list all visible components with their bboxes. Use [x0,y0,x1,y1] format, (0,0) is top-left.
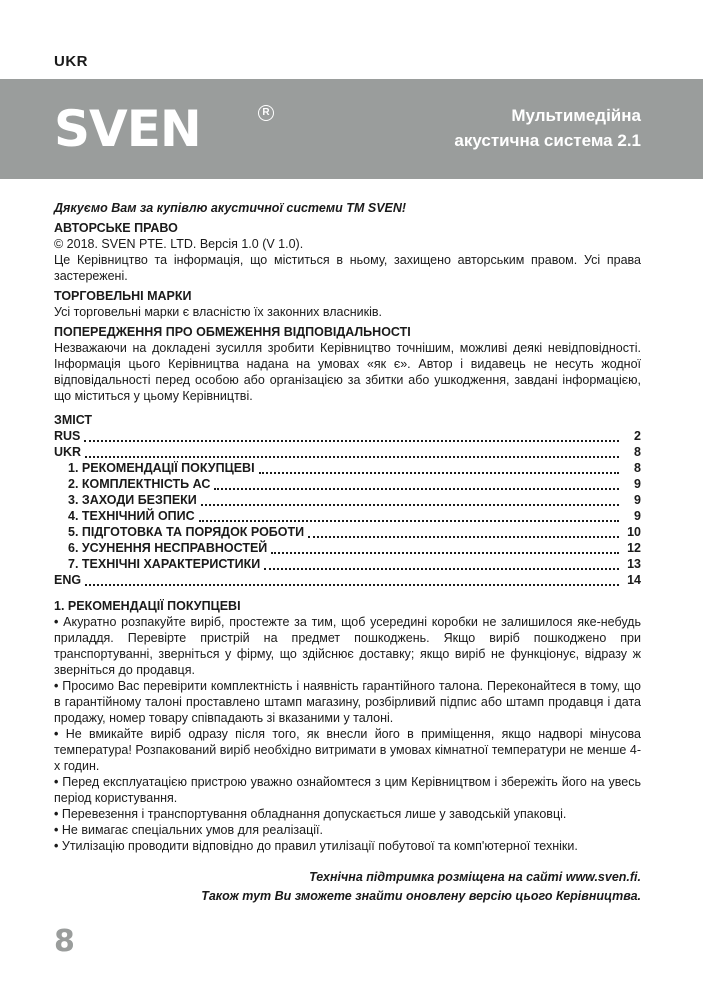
liability-text: Незважаючи на докладені зусилля зробити Керівництво точнішим, можливі деякі невідповідності. Інформація цього Керівництва надана на умовах «як є». Автор і видавець не несуть жодної відповідальності перед особою або організацією за збитки або ушкодження, завдані інформацією, що міститься у цьому Керівництві. [54,341,641,403]
toc-entry-label: RUS [54,429,81,443]
bullet-icon: • [54,807,59,821]
toc-entry-label: ENG [54,573,82,587]
toc-entry-section-2 [54,476,641,492]
list-item [54,614,641,678]
thanks-message: Дякуємо Вам за купівлю акустичної системи ТМ SVEN! [54,201,407,215]
product-title [454,103,641,153]
toc-entry-label: UKR [54,445,82,459]
list-item-text: Перевезення і транспортування обладнання допускається лише у заводській упаковці. [61,807,567,821]
toc-entry-section-5 [54,524,641,540]
toc-entry-page: 8 [634,445,641,459]
toc-leader-dots [308,526,619,538]
toc-entry-page: 9 [634,509,641,523]
toc-leader-dots [85,446,619,458]
toc-entry-page: 14 [627,573,641,587]
toc-leader-dots [259,462,619,474]
toc-entry-section-7 [54,556,641,572]
list-item [54,678,641,726]
toc-entry-section-3 [54,492,641,508]
copyright-heading: АВТОРСЬКЕ ПРАВО [54,221,178,235]
toc-leader-dots [264,558,619,570]
list-item [54,726,641,774]
toc-entry-section-6 [54,540,641,556]
trademarks-heading: ТОРГОВЕЛЬНІ МАРКИ [54,289,192,303]
toc-entry-rus [54,428,641,444]
toc-leader-dots [271,542,619,554]
trademarks-text: Усі торговельні марки є власністю їх законних власників. [54,305,382,319]
list-item-text: Перед експлуатацією пристрою уважно ознайомтеся з цим Керівництвом і збережіть його на увесь період користування. [54,775,641,805]
support-note-line-2: Також тут Ви зможете знайти оновлену версію цього Керівництва. [201,889,641,903]
toc-entry-label: 1. РЕКОМЕНДАЦІЇ ПОКУПЦЕВІ [68,461,255,475]
bullet-icon: • [54,615,59,629]
toc-entry-label: 3. ЗАХОДИ БЕЗПЕКИ [68,493,197,507]
list-item-text: Акуратно розпакуйте виріб, простежте за тим, щоб усередині коробки не залишилося яке-небудь приладдя. Перевірте пристрій на предмет пошкоджень. Якщо виріб пошкоджено при транспортуванні, зверніться у фірму, що здійснює доставку; якщо виріб не функціонує, відразу ж зверніться до продавця. [54,615,641,677]
toc-entry-page: 8 [634,461,641,475]
list-item [54,838,641,854]
toc-entry-eng [54,572,641,588]
bullet-icon: • [54,839,59,853]
bullet-icon: • [54,727,59,741]
toc-leader-dots [201,494,619,506]
header-banner [0,79,703,179]
toc-entry-page: 9 [634,477,641,491]
table-of-contents [54,428,641,588]
toc-entry-label: 7. ТЕХНІЧНІ ХАРАКТЕРИСТИКИ [68,557,261,571]
toc-entry-ukr [54,444,641,460]
registered-trademark-icon: R [258,105,274,121]
list-item [54,774,641,806]
toc-leader-dots [85,574,619,586]
list-item [54,822,641,838]
toc-entry-label: 5. ПІДГОТОВКА ТА ПОРЯДОК РОБОТИ [68,525,305,539]
list-item-text: Утилізацію проводити відповідно до правил утилізації побутової та комп'ютерної техніки. [61,839,578,853]
copyright-version: © 2018. SVEN PTE. LTD. Версія 1.0 (V 1.0). [54,237,304,251]
product-title-line-2: акустична система 2.1 [454,131,641,150]
section-1-heading: 1. РЕКОМЕНДАЦІЇ ПОКУПЦЕВІ [54,599,241,613]
bullet-icon: • [54,823,59,837]
support-note-line-1: Технічна підтримка розміщена на сайті www.sven.fi. [309,870,641,884]
toc-entry-label: 2. КОМПЛЕКТНІСТЬ АС [68,477,211,491]
toc-entry-page: 13 [627,557,641,571]
list-item-text: Не вимагає спеціальних умов для реалізації. [61,823,323,837]
copyright-text: Це Керівництво та інформація, що міститься в ньому, захищено авторським правом. Усі права застережені. [54,253,641,283]
list-item-text: Просимо Вас перевірити комплектність і наявність гарантійного талона. Переконайтеся в тому, що в гарантійному талоні проставлено штамп магазину, розбірливий підпис або штамп продавця і дата продажу, номер товару співпадають зі вказаними у талоні. [54,679,641,725]
list-item-text: Не вмикайте виріб одразу після того, як внесли його в приміщення, якщо надворі мінусова температура! Розпакований виріб необхідно витримати в умовах кімнатної температури не менше 4-х годин. [54,727,641,773]
toc-entry-label: 6. УСУНЕННЯ НЕСПРАВНОСТЕЙ [68,541,268,555]
support-note [201,868,641,906]
document-body [54,200,641,854]
list-item [54,806,641,822]
product-title-line-1: Мультимедійна [511,106,641,125]
recommendations-list [54,614,641,854]
toc-entry-page: 12 [627,541,641,555]
bullet-icon: • [54,775,59,789]
toc-heading: ЗМІСТ [54,413,93,427]
toc-leader-dots [214,478,619,490]
toc-entry-page: 9 [634,493,641,507]
toc-entry-section-1 [54,460,641,476]
toc-entry-section-4 [54,508,641,524]
language-code: UKR [54,53,88,70]
page-number: 8 [54,924,75,959]
sven-logo: SVEN [54,100,201,158]
toc-leader-dots [199,510,619,522]
toc-entry-page: 2 [634,429,641,443]
toc-entry-page: 10 [627,525,641,539]
toc-entry-label: 4. ТЕХНІЧНИЙ ОПИС [68,509,195,523]
bullet-icon: • [54,679,59,693]
toc-leader-dots [84,430,619,442]
liability-heading: ПОПЕРЕДЖЕННЯ ПРО ОБМЕЖЕННЯ ВІДПОВІДАЛЬНОСТІ [54,325,411,339]
